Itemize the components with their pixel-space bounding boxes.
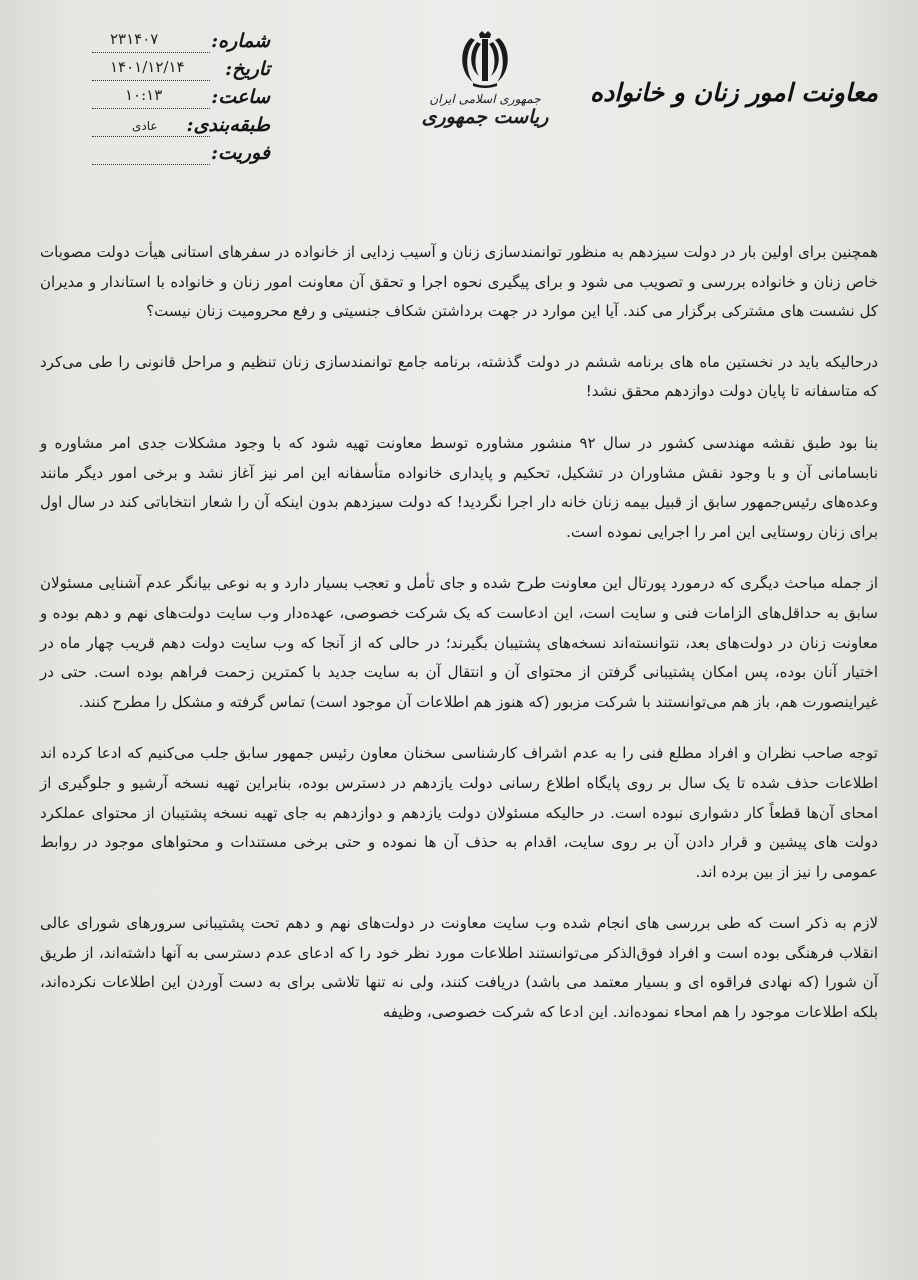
meta-label-number: شماره: (211, 30, 270, 52)
meta-label-date: تاریخ: (225, 58, 270, 80)
meta-row-date (70, 58, 270, 86)
body-paragraph: از جمله مباحث دیگری که درمورد پورتال این معاونت طرح شده و جای تأمل و تعجب بسیار دارد و به نوعی بیانگر عدم آشنایی مسئولان سابق به حداقل‌های الزامات فنی و سایت است، این ادعاست که یک شرکت خصوصی، عهده‌دار وب سایت دولت‌های نهم و دهم بوده و معاونت زنان در دولت‌های بعد، نتوانسته‌اند نسخه‌های پشتیبان بگیرند؛ در حالی که از آنجا که وب سایت دولت دهم قریب چهار ماه در اختیار آنان بوده، پس امکان پشتیبانی گرفتن از محتوای آن و انتقال آن به سایت جدید با کمترین زحمت فراهم بوده است. حتی در غیراینصورت هم، باز هم می‌توانستند با شرکت مزبور (که هنوز هم اطلاعات آن موجود است) تماس گرفته و مشکل را مطرح کنند. (40, 574, 878, 711)
body-paragraph: همچنین برای اولین بار در دولت سیزدهم به منظور توانمندسازی زنان و آسیب زدایی از خانواده در سفرهای استانی هیأت دولت مصوبات خاص زنان و خانواده بررسی و تصویب می شود و برای پیگیری نحوه اجرا و تحقق آن معاونت امور زنان و خانواده با استاندار و مدیران کل نشست های مشترکی برگزار می کند. آیا این موارد در جهت برداشتن شکاف جنسیتی و رفع محرومیت زنان نیست؟ (40, 243, 878, 321)
emblem-caption-presidency: ریاست جمهوری (421, 106, 549, 128)
meta-label-time: ساعت: (211, 86, 270, 108)
letterhead (0, 0, 918, 220)
meta-underline (92, 108, 210, 109)
meta-underline (92, 164, 210, 165)
office-title: معاونت امور زنان و خانواده (590, 78, 878, 107)
letter-meta-block (70, 30, 270, 170)
meta-underline (92, 136, 210, 137)
letter-body (40, 238, 878, 1050)
meta-underline (92, 52, 210, 53)
body-paragraph: توجه صاحب نظران و افراد مطلع فنی را به عدم اشراف کارشناسی سخنان معاون رئیس جمهور سابق جلب می‌کنیم که ادعا کرده اند اطلاعات حذف شده تا یک سال بر روی پایگاه اطلاع رسانی دولت یازدهم در دسترس بوده، بنابراین تهیه نسخه آرشیو و جلوگیری از امحای آن‌ها قطعاً کار دشواری نبوده است. در حالیکه مسئولان دولت یازدهم و دوازدهم به جای تهیه نسخه پشتیبان از محتوای عملکرد دولت های پیشین و قرار دادن آن بر روی سایت، اقدام به حذف آن ها نموده و حتی برخی مستندات و محتواهای موجود در روابط عمومی را نیز از بین برده اند. (40, 744, 878, 881)
meta-row-classification (70, 114, 270, 142)
meta-value-number: ۲۳۱۴۰۷ (110, 30, 159, 48)
body-paragraph: لازم به ذکر است که طی بررسی های انجام شده وب سایت معاونت در دولت‌های نهم و دهم تحت پشتیبانی سرورهای شورای عالی انقلاب فرهنگی بوده است و افراد فوق‌الذکر می‌توانستند اطلاعات مورد نظر خود را که ادعای عدم دسترسی به آنها داشته‌اند، از طریق آن شورا (که نهادی فراقوه ای و بسیار معتمد می باشد) دریافت کنند، ولی نه تنها تلاشی برای به دست آوردن این اطلاعات نکرده‌اند، بلکه اطلاعات موجود را هم امحاء نموده‌اند. این ادعا که شرکت خصوصی، وظیفه (40, 914, 878, 1022)
meta-row-urgency (70, 142, 270, 170)
meta-label-classification: طبقه‌بندی: (186, 114, 270, 136)
meta-value-classification: عادی (132, 119, 158, 133)
meta-row-time (70, 86, 270, 114)
emblem-block (420, 30, 550, 128)
iran-emblem-icon (420, 30, 550, 88)
meta-value-date: ۱۴۰۱/۱۲/۱۴ (110, 58, 185, 76)
body-paragraph: بنا بود طبق نقشه مهندسی کشور در سال ۹۲ منشور مشاوره توسط معاونت تهیه شود که با وجود مشکلات جدی امر مشاوره و نابسامانی آن و با وجود نقش مشاوران در تشکیل، تحکیم و پایداری خانواده متأسفانه این امر نیز آغاز نشد و برخی امور دیگر مانند وعده‌های رئیس‌جمهور سابق از قبیل بیمه زنان خانه دار اجرا نگردید! که دولت سیزدهم بدون اینکه آن را شعار انتخاباتی کند در سال اول برای زنان روستایی این امر را اجرایی نموده است. (40, 433, 878, 541)
meta-underline (92, 80, 210, 81)
meta-label-urgency: فوریت: (210, 142, 270, 164)
emblem-caption-country: جمهوری اسلامی ایران (429, 92, 541, 106)
body-paragraph: درحالیکه باید در نخستین ماه های برنامه ششم در دولت گذشته، برنامه جامع توانمندسازی زنان تنظیم و مراحل قانونی را طی می‌کرد که متاسفانه تا پایان دولت دوازدهم محقق نشد! (40, 352, 878, 401)
meta-value-time: ۱۰:۱۳ (125, 86, 163, 104)
meta-row-number (70, 30, 270, 58)
